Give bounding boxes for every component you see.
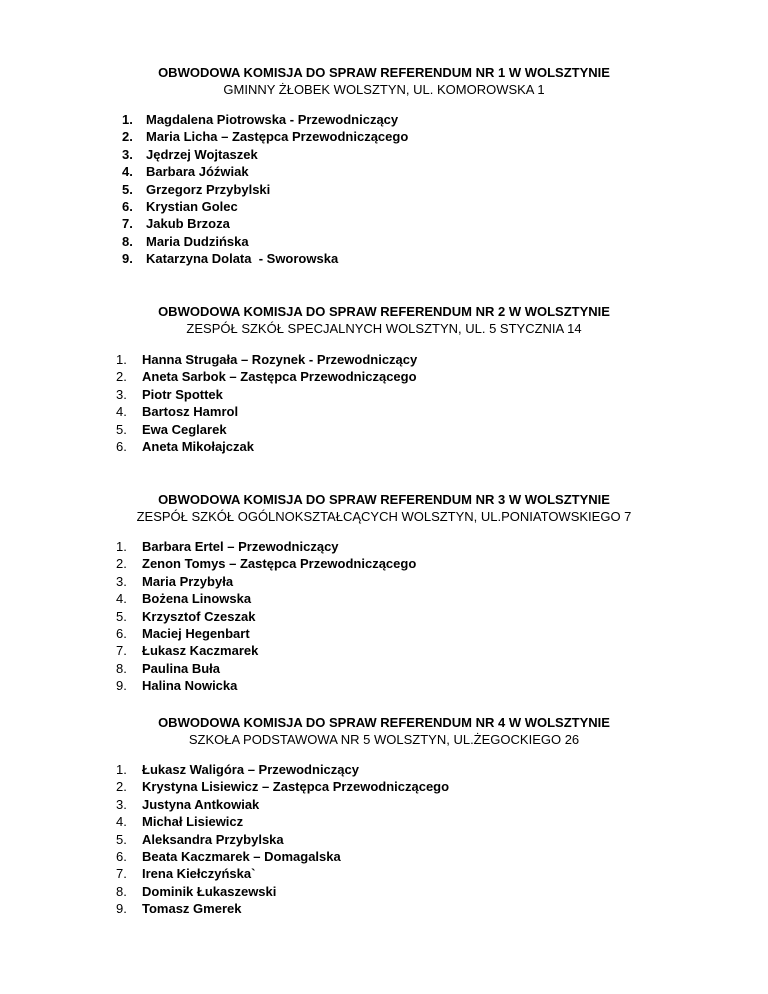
member-name: Hanna Strugała – Rozynek - Przewodniczący	[142, 352, 418, 367]
item-number: 4.	[116, 404, 127, 420]
item-number: 7.	[122, 216, 133, 232]
item-number: 5.	[122, 181, 133, 197]
member-name: Dominik Łukaszewski	[142, 883, 277, 899]
list-item	[0, 555, 768, 572]
section-title: OBWODOWA KOMISJA DO SPRAW REFERENDUM NR 1 W WOLSZTYNIE	[158, 65, 610, 80]
list-item	[0, 438, 768, 455]
list-item	[0, 368, 768, 385]
list-item	[0, 250, 768, 267]
list-item	[0, 181, 768, 198]
member-name: Beata Kaczmarek – Domagalska	[142, 848, 341, 864]
item-number: 3.	[116, 573, 127, 589]
item-number: 4.	[122, 164, 133, 180]
member-name: Irena Kiełczyńska`	[142, 866, 256, 882]
commission-section-3	[0, 491, 768, 695]
item-number: 5.	[116, 421, 127, 437]
item-number: 2.	[122, 129, 133, 145]
section-title: OBWODOWA KOMISJA DO SPRAW REFERENDUM NR 4 W WOLSZTYNIE	[158, 715, 610, 730]
list-item	[0, 900, 768, 917]
member-name: Justyna Antkowiak	[142, 796, 260, 812]
item-number: 5.	[116, 608, 127, 624]
list-item	[0, 573, 768, 590]
member-name: Grzegorz Przybylski	[146, 181, 271, 197]
item-number: 8.	[116, 660, 127, 676]
list-item	[0, 538, 768, 555]
item-number: 2.	[116, 369, 127, 385]
item-number: 1.	[116, 762, 127, 777]
member-name: Bożena Linowska	[142, 591, 252, 607]
section-subtitle: ZESPÓŁ SZKÓŁ OGÓLNOKSZTAŁCĄCYCH WOLSZTYN, UL.PONIATOWSKIEGO 7	[136, 509, 632, 524]
item-number: 6.	[116, 848, 127, 864]
item-number: 3.	[122, 146, 133, 162]
member-name: Barbara Jóźwiak	[146, 164, 249, 180]
member-name: Halina Nowicka	[142, 678, 238, 694]
list-item	[0, 215, 768, 232]
item-number: 9.	[116, 678, 127, 694]
list-item	[0, 660, 768, 677]
member-name: Aneta Sarbok – Zastępca Przewodniczącego	[142, 369, 417, 385]
member-name: Łukasz Waligóra – Przewodniczący	[142, 762, 359, 777]
commission-section-2	[0, 303, 768, 455]
list-item	[0, 848, 768, 865]
member-name: Krystian Golec	[146, 198, 238, 214]
item-number: 6.	[122, 198, 133, 214]
list-item	[0, 590, 768, 607]
member-name: Maria Przybyła	[142, 573, 234, 589]
item-number: 4.	[116, 591, 127, 607]
list-item	[0, 625, 768, 642]
item-number: 1.	[122, 112, 133, 127]
member-name: Maria Licha – Zastępca Przewodniczącego	[146, 129, 409, 145]
section-subtitle: SZKOŁA PODSTAWOWA NR 5 WOLSZTYN, UL.ŻEGOCKIEGO 26	[188, 732, 580, 747]
item-number: 3.	[116, 796, 127, 812]
list-item	[0, 865, 768, 882]
list-item	[0, 778, 768, 795]
member-name: Paulina Buła	[142, 660, 221, 676]
item-number: 6.	[116, 625, 127, 641]
member-name: Ewa Ceglarek	[142, 421, 227, 437]
member-list	[0, 351, 768, 455]
list-item	[0, 831, 768, 848]
list-item	[0, 883, 768, 900]
list-item	[0, 386, 768, 403]
list-item	[0, 642, 768, 659]
item-number: 9.	[116, 901, 127, 917]
member-name: Krystyna Lisiewicz – Zastępca Przewodniczącego	[142, 779, 450, 795]
item-number: 5.	[116, 831, 127, 847]
list-item	[0, 403, 768, 420]
item-number: 7.	[116, 643, 127, 659]
member-name: Barbara Ertel – Przewodniczący	[142, 539, 339, 554]
list-item	[0, 163, 768, 180]
member-name: Tomasz Gmerek	[142, 901, 242, 917]
item-number: 3.	[116, 386, 127, 402]
member-name: Michał Lisiewicz	[142, 814, 244, 830]
list-item	[0, 111, 768, 128]
section-title: OBWODOWA KOMISJA DO SPRAW REFERENDUM NR 3 W WOLSZTYNIE	[158, 492, 610, 507]
member-name: Bartosz Hamrol	[142, 404, 239, 420]
list-item	[0, 233, 768, 250]
list-item	[0, 608, 768, 625]
member-name: Maria Dudzińska	[146, 233, 249, 249]
item-number: 9.	[122, 251, 133, 267]
list-item	[0, 146, 768, 163]
section-subtitle: GMINNY ŻŁOBEK WOLSZTYN, UL. KOMOROWSKA 1	[223, 82, 545, 97]
list-item	[0, 128, 768, 145]
list-item	[0, 198, 768, 215]
item-number: 1.	[116, 352, 127, 367]
list-item	[0, 796, 768, 813]
member-name: Katarzyna Dolata - Sworowska	[146, 251, 339, 267]
member-name: Piotr Spottek	[142, 386, 223, 402]
member-name: Łukasz Kaczmarek	[142, 643, 259, 659]
commission-section-1	[0, 64, 768, 268]
member-name: Krzysztof Czeszak	[142, 608, 256, 624]
member-name: Jakub Brzoza	[146, 216, 230, 232]
item-number: 2.	[116, 779, 127, 795]
member-name: Aneta Mikołajczak	[142, 438, 254, 454]
member-name: Magdalena Piotrowska - Przewodniczący	[146, 112, 399, 127]
section-subtitle: ZESPÓŁ SZKÓŁ SPECJALNYCH WOLSZTYN, UL. 5 STYCZNIA 14	[186, 321, 582, 336]
item-number: 1.	[116, 539, 127, 554]
item-number: 8.	[122, 233, 133, 249]
member-list	[0, 761, 768, 918]
item-number: 6.	[116, 438, 127, 454]
commission-section-4	[0, 714, 768, 918]
member-name: Jędrzej Wojtaszek	[146, 146, 258, 162]
member-name: Maciej Hegenbart	[142, 625, 250, 641]
list-item	[0, 351, 768, 368]
member-name: Aleksandra Przybylska	[142, 831, 284, 847]
list-item	[0, 813, 768, 830]
item-number: 8.	[116, 883, 127, 899]
member-name: Zenon Tomys – Zastępca Przewodniczącego	[142, 556, 417, 572]
list-item	[0, 421, 768, 438]
list-item	[0, 677, 768, 694]
item-number: 7.	[116, 866, 127, 882]
list-item	[0, 761, 768, 778]
item-number: 4.	[116, 814, 127, 830]
item-number: 2.	[116, 556, 127, 572]
member-list	[0, 538, 768, 695]
member-list	[0, 111, 768, 268]
section-title: OBWODOWA KOMISJA DO SPRAW REFERENDUM NR 2 W WOLSZTYNIE	[158, 304, 610, 319]
